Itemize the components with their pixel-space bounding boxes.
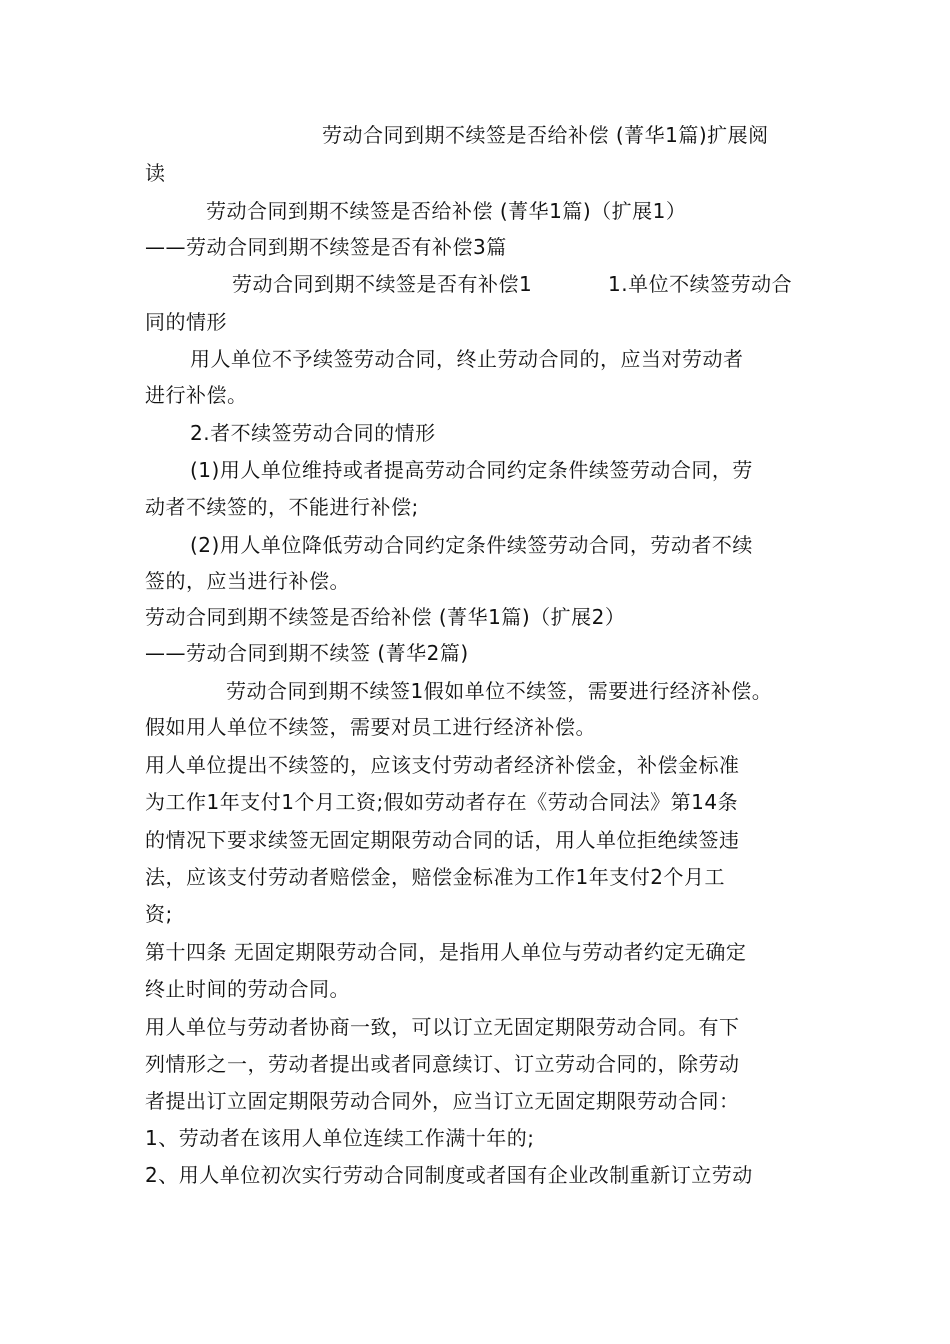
section-2-paragraph-2: 假如用人单位不续签，需要对员工进行经济补偿。 bbox=[145, 715, 596, 739]
extension-2-subheading: ——劳动合同到期不续签 (菁华2篇) bbox=[145, 641, 469, 665]
section-2-paragraph-1: 劳动合同到期不续签1假如单位不续签，需要进行经济补偿。 bbox=[226, 679, 773, 703]
extension-1-subheading: ——劳动合同到期不续签是否有补偿3篇 bbox=[145, 235, 507, 259]
section-2-paragraph-3-line-5: 资; bbox=[145, 902, 173, 926]
section-1-item-2: (2)用人单位降低劳动合同约定条件续签劳动合同，劳动者不续 bbox=[190, 533, 753, 557]
section-1-point-2: 2.者不续签劳动合同的情形 bbox=[190, 421, 436, 445]
list-item-1: 1、劳动者在该用人单位连续工作满十年的; bbox=[145, 1126, 535, 1150]
section-1-point-1-continued: 同的情形 bbox=[145, 310, 227, 334]
article-14: 第十四条 无固定期限劳动合同，是指用人单位与劳动者约定无确定 bbox=[145, 940, 747, 964]
list-item-2: 2、用人单位初次实行劳动合同制度或者国有企业改制重新订立劳动 bbox=[145, 1163, 753, 1187]
section-1-item-1-continued: 动者不续签的，不能进行补偿; bbox=[145, 495, 419, 519]
section-1-item-1: (1)用人单位维持或者提高劳动合同约定条件续签劳动合同，劳 bbox=[190, 458, 753, 482]
section-2-paragraph-3-line-2: 为工作1年支付1个月工资;假如劳动者存在《劳动合同法》第14条 bbox=[145, 790, 739, 814]
section-1-paragraph-continued: 进行补偿。 bbox=[145, 383, 248, 407]
section-2-paragraph-4-line-3: 者提出订立固定期限劳动合同外，应当订立无固定期限劳动合同： bbox=[145, 1089, 740, 1113]
section-1-item-2-continued: 签的，应当进行补偿。 bbox=[145, 569, 350, 593]
section-2-paragraph-3: 用人单位提出不续签的，应该支付劳动者经济补偿金，补偿金标准 bbox=[145, 753, 740, 777]
section-1-intro: 劳动合同到期不续签是否有补偿1 bbox=[232, 272, 533, 296]
section-2-paragraph-4: 用人单位与劳动者协商一致，可以订立无固定期限劳动合同。有下 bbox=[145, 1015, 740, 1039]
section-2-paragraph-3-line-3: 的情况下要求续签无固定期限劳动合同的话，用人单位拒绝续签违 bbox=[145, 828, 740, 852]
document-title: 劳动合同到期不续签是否给补偿 (菁华1篇)扩展阅 bbox=[322, 123, 769, 147]
section-1-point-1: 1.单位不续签劳动合 bbox=[608, 272, 793, 296]
article-14-continued: 终止时间的劳动合同。 bbox=[145, 977, 350, 1001]
document-title-continued: 读 bbox=[145, 161, 166, 185]
extension-2-heading: 劳动合同到期不续签是否给补偿 (菁华1篇)（扩展2） bbox=[145, 605, 626, 629]
section-2-paragraph-4-line-2: 列情形之一，劳动者提出或者同意续订、订立劳动合同的，除劳动 bbox=[145, 1052, 740, 1076]
extension-1-heading: 劳动合同到期不续签是否给补偿 (菁华1篇)（扩展1） bbox=[206, 199, 687, 223]
section-1-paragraph: 用人单位不予续签劳动合同，终止劳动合同的，应当对劳动者 bbox=[190, 347, 744, 371]
section-2-paragraph-3-line-4: 法，应该支付劳动者赔偿金，赔偿金标准为工作1年支付2个月工 bbox=[145, 865, 725, 889]
